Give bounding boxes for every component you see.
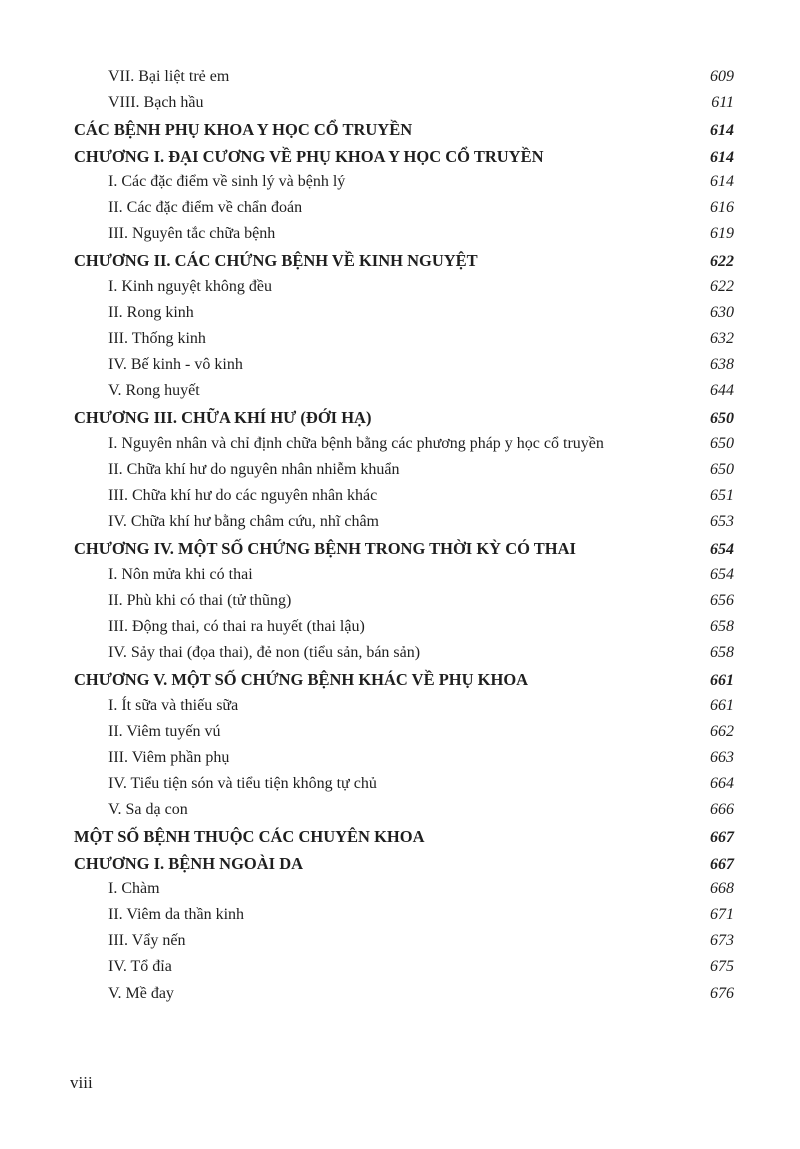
toc-entry-row [74, 487, 734, 513]
toc-entry-row [74, 225, 734, 251]
toc-entry-row [74, 356, 734, 382]
toc-page-number: 663 [710, 748, 734, 766]
toc-page-number: 651 [710, 487, 734, 504]
toc-entry-row [74, 985, 734, 1011]
page-number-footer: viii [70, 1073, 93, 1092]
toc-entry-row [74, 723, 734, 749]
toc-page-number: 614 [710, 122, 734, 140]
toc-page-number: 611 [711, 94, 734, 112]
toc-entry-row [74, 880, 734, 906]
toc-entry-title: IV. Tổ đỉa [108, 958, 172, 976]
toc-entry-row [74, 932, 734, 958]
toc-entry-title: I. Kinh nguyệt không đều [108, 277, 272, 295]
toc-entry-title: III. Viêm phần phụ [108, 748, 230, 766]
toc-page-number: 638 [710, 356, 734, 374]
toc-entry-title: II. Rong kinh [108, 303, 194, 321]
toc-page-number: 653 [710, 513, 734, 531]
toc-entry-title: CHƯƠNG I. ĐẠI CƯƠNG VỀ PHỤ KHOA Y HỌC CỔ TRUYỀN [74, 146, 544, 166]
toc-page-number: 661 [710, 696, 734, 714]
toc-entry-row [74, 94, 734, 120]
toc-page-number: 667 [710, 855, 734, 873]
toc-entry-title: I. Chàm [108, 879, 160, 897]
toc-heading-row [74, 147, 734, 173]
toc-page-number: 609 [710, 68, 734, 85]
toc-page-number: 676 [710, 984, 734, 1002]
table-of-contents [74, 68, 734, 1011]
toc-page-number: 622 [710, 277, 734, 295]
toc-entry-title: CÁC BỆNH PHỤ KHOA Y HỌC CỔ TRUYỀN [74, 120, 413, 140]
toc-entry-row [74, 749, 734, 775]
toc-entry-title: II. Các đặc điểm về chẩn đoán [108, 198, 303, 216]
toc-entry-title: V. Mề đay [108, 984, 174, 1002]
toc-entry-title: I. Các đặc điểm về sinh lý và bệnh lý [108, 172, 346, 190]
toc-entry-title: III. Vẩy nến [108, 932, 186, 950]
toc-entry-title: II. Viêm tuyến vú [108, 722, 221, 740]
toc-page-number: 654 [710, 565, 734, 583]
toc-page-number: 673 [710, 932, 734, 950]
toc-entry-title: VII. Bại liệt trẻ em [108, 68, 230, 85]
toc-entry-title: III. Chữa khí hư do các nguyên nhân khác [108, 487, 378, 504]
toc-page-number: 658 [710, 617, 734, 635]
toc-page-number: 667 [710, 829, 734, 847]
toc-entry-row [74, 592, 734, 618]
toc-entry-title: IV. Chữa khí hư bằng châm cứu, nhĩ châm [108, 513, 379, 531]
toc-entry-row [74, 304, 734, 330]
toc-entry-title: I. Ít sữa và thiếu sữa [108, 696, 239, 714]
toc-entry-title: CHƯƠNG IV. MỘT SỐ CHỨNG BỆNH TRONG THỜI KỲ CÓ THAI [74, 539, 576, 559]
toc-entry-title: CHƯƠNG II. CÁC CHỨNG BỆNH VỀ KINH NGUYỆT [74, 251, 478, 271]
toc-page-number: 662 [710, 722, 734, 740]
toc-heading-row [74, 827, 734, 853]
toc-heading-row [74, 408, 734, 434]
toc-entry-row [74, 958, 734, 984]
toc-entry-row [74, 461, 734, 487]
toc-heading-row [74, 251, 734, 277]
toc-entry-title: I. Nôn mửa khi có thai [108, 565, 253, 583]
toc-entry-title: I. Nguyên nhân và chỉ định chữa bệnh bằng các phương pháp y học cổ truyền [108, 434, 604, 452]
toc-entry-row [74, 330, 734, 356]
toc-entry-row [74, 775, 734, 801]
toc-page-number: 616 [710, 198, 734, 216]
toc-entry-title: CHƯƠNG V. MỘT SỐ CHỨNG BỆNH KHÁC VỀ PHỤ KHOA [74, 670, 529, 690]
toc-page-number: 671 [710, 906, 734, 923]
toc-page-number: 661 [710, 672, 734, 690]
toc-entry-row [74, 644, 734, 670]
toc-entry-title: CHƯƠNG III. CHỮA KHÍ HƯ (ĐỚI HẠ) [74, 408, 372, 428]
toc-heading-row [74, 539, 734, 565]
toc-page-number: 668 [710, 879, 734, 897]
toc-entry-title: V. Sa dạ con [108, 801, 188, 819]
toc-page-number: 619 [710, 225, 734, 243]
toc-entry-title: IV. Bế kinh - vô kinh [108, 356, 243, 374]
toc-entry-row [74, 435, 734, 461]
toc-page-number: 650 [710, 434, 734, 452]
toc-page-number: 644 [710, 382, 734, 400]
toc-page-number: 675 [710, 958, 734, 976]
toc-page-number: 650 [710, 410, 734, 428]
toc-page-number: 614 [710, 148, 734, 166]
toc-entry-title: II. Chữa khí hư do nguyên nhân nhiễm khuẩn [108, 460, 400, 478]
toc-entry-row [74, 801, 734, 827]
toc-entry-row [74, 68, 734, 94]
toc-entry-title: V. Rong huyết [108, 382, 200, 400]
toc-heading-row [74, 854, 734, 880]
toc-entry-row [74, 173, 734, 199]
toc-entry-row [74, 618, 734, 644]
toc-page-number: 666 [710, 801, 734, 819]
toc-page-number: 632 [710, 329, 734, 347]
toc-entry-title: CHƯƠNG I. BỆNH NGOÀI DA [74, 853, 304, 873]
toc-entry-row [74, 697, 734, 723]
toc-page-number: 630 [710, 303, 734, 321]
toc-page-number: 656 [710, 591, 734, 609]
toc-entry-row [74, 382, 734, 408]
toc-entry-title: III. Nguyên tắc chữa bệnh [108, 225, 276, 243]
toc-entry-row [74, 566, 734, 592]
toc-page-number: 658 [710, 644, 734, 662]
toc-entry-row [74, 278, 734, 304]
toc-page-number: 614 [710, 172, 734, 190]
toc-entry-row [74, 906, 734, 932]
toc-entry-title: IV. Sảy thai (đọa thai), đẻ non (tiểu sản, bán sản) [108, 644, 421, 662]
toc-page-number: 650 [710, 460, 734, 478]
toc-heading-row [74, 670, 734, 696]
toc-entry-title: III. Thống kinh [108, 329, 206, 347]
toc-entry-row [74, 199, 734, 225]
toc-entry-title: IV. Tiểu tiện són và tiểu tiện không tự chủ [108, 775, 377, 793]
toc-entry-title: III. Động thai, có thai ra huyết (thai lậu) [108, 617, 365, 635]
toc-entry-title: VIII. Bạch hầu [108, 94, 204, 112]
toc-page-number: 664 [710, 775, 734, 793]
toc-entry-title: II. Phù khi có thai (tử thũng) [108, 591, 292, 609]
toc-entry-row [74, 513, 734, 539]
toc-entry-title: MỘT SỐ BỆNH THUỘC CÁC CHUYÊN KHOA [74, 827, 425, 847]
toc-page-number: 654 [710, 541, 734, 559]
toc-heading-row [74, 120, 734, 146]
toc-page-number: 622 [710, 253, 734, 271]
toc-entry-title: II. Viêm da thần kinh [108, 906, 245, 923]
